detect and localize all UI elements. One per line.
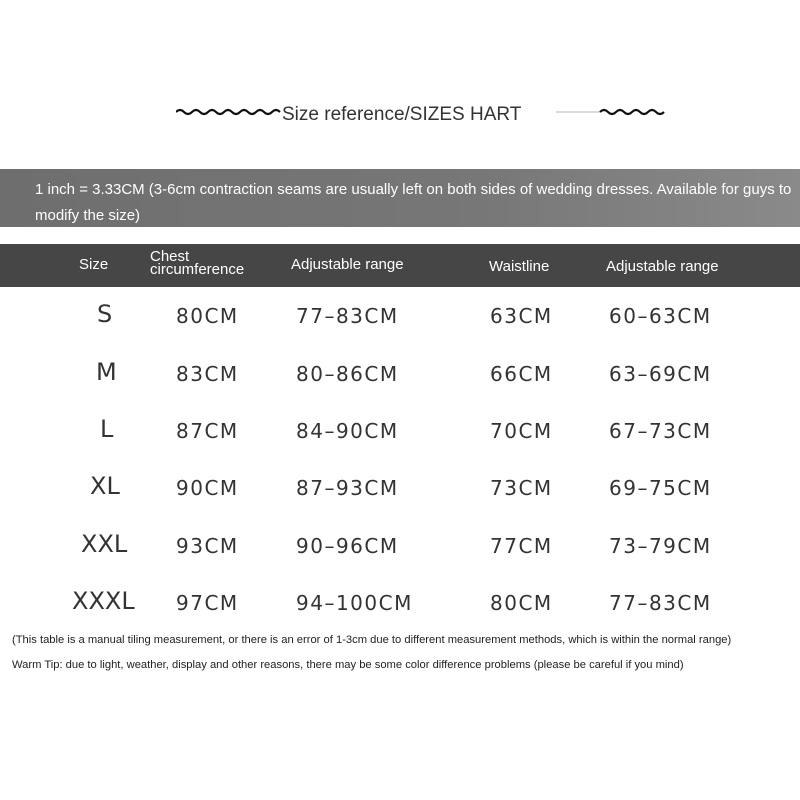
chest-cell: 90CM bbox=[176, 476, 239, 500]
waist-cell: 66CM bbox=[490, 362, 553, 386]
waist-range-cell: 60–63CM bbox=[609, 304, 712, 328]
waist-cell: 70CM bbox=[490, 419, 553, 443]
chest-range-cell: 84–90CM bbox=[296, 419, 399, 443]
chest-range-cell: 90–96CM bbox=[296, 534, 399, 558]
waist-range-cell: 73–79CM bbox=[609, 534, 712, 558]
table-row bbox=[0, 587, 800, 627]
chest-cell: 87CM bbox=[176, 419, 239, 443]
wave-decoration-right bbox=[556, 106, 666, 118]
waist-range-cell: 69–75CM bbox=[609, 476, 712, 500]
table-row bbox=[0, 530, 800, 570]
table-row bbox=[0, 472, 800, 512]
waist-cell: 80CM bbox=[490, 591, 553, 615]
page-title: Size reference/SIZES HART bbox=[282, 104, 522, 125]
waist-range-cell: 67–73CM bbox=[609, 419, 712, 443]
size-cell: M bbox=[96, 358, 117, 386]
waist-cell: 63CM bbox=[490, 304, 553, 328]
size-cell: XL bbox=[90, 472, 120, 500]
waist-cell: 77CM bbox=[490, 534, 553, 558]
header-chest-line1: Chest bbox=[150, 248, 190, 265]
chest-range-cell: 94–100CM bbox=[296, 591, 413, 615]
header-size: Size bbox=[79, 256, 109, 273]
note-banner bbox=[0, 169, 800, 227]
conversion-note: 1 inch = 3.33CM (3-6cm contraction seams are usually left on both sides of wedding dresses. Available for guys to modify the size) bbox=[35, 181, 792, 224]
header-chest-range: Adjustable range bbox=[291, 256, 404, 273]
table-row bbox=[0, 415, 800, 455]
chest-cell: 97CM bbox=[176, 591, 239, 615]
header-waist: Waistline bbox=[489, 258, 550, 275]
chest-range-cell: 87–93CM bbox=[296, 476, 399, 500]
color-tip-footnote: Warm Tip: due to light, weather, display and other reasons, there may be some color difference problems (please be careful if you mind) bbox=[12, 659, 684, 671]
size-cell: XXL bbox=[81, 530, 128, 558]
chest-range-cell: 80–86CM bbox=[296, 362, 399, 386]
wave-decoration-left bbox=[176, 106, 282, 118]
table-row bbox=[0, 300, 800, 340]
chest-cell: 93CM bbox=[176, 534, 239, 558]
header-chest bbox=[150, 250, 244, 276]
waist-range-cell: 63–69CM bbox=[609, 362, 712, 386]
measurement-footnote: (This table is a manual tiling measurement, or there is an error of 1-3cm due to different measurement methods, which is within the normal range) bbox=[12, 634, 732, 646]
size-cell: L bbox=[100, 415, 114, 443]
table-header bbox=[0, 244, 800, 287]
waist-cell: 73CM bbox=[490, 476, 553, 500]
title-row bbox=[0, 100, 800, 130]
header-chest-line2: circumference bbox=[150, 261, 245, 278]
chest-range-cell: 77–83CM bbox=[296, 304, 399, 328]
header-waist-range: Adjustable range bbox=[606, 258, 719, 275]
waist-range-cell: 77–83CM bbox=[609, 591, 712, 615]
size-cell: XXXL bbox=[72, 587, 135, 615]
table-row bbox=[0, 358, 800, 398]
chest-cell: 83CM bbox=[176, 362, 239, 386]
chest-cell: 80CM bbox=[176, 304, 239, 328]
size-cell: S bbox=[97, 300, 113, 328]
